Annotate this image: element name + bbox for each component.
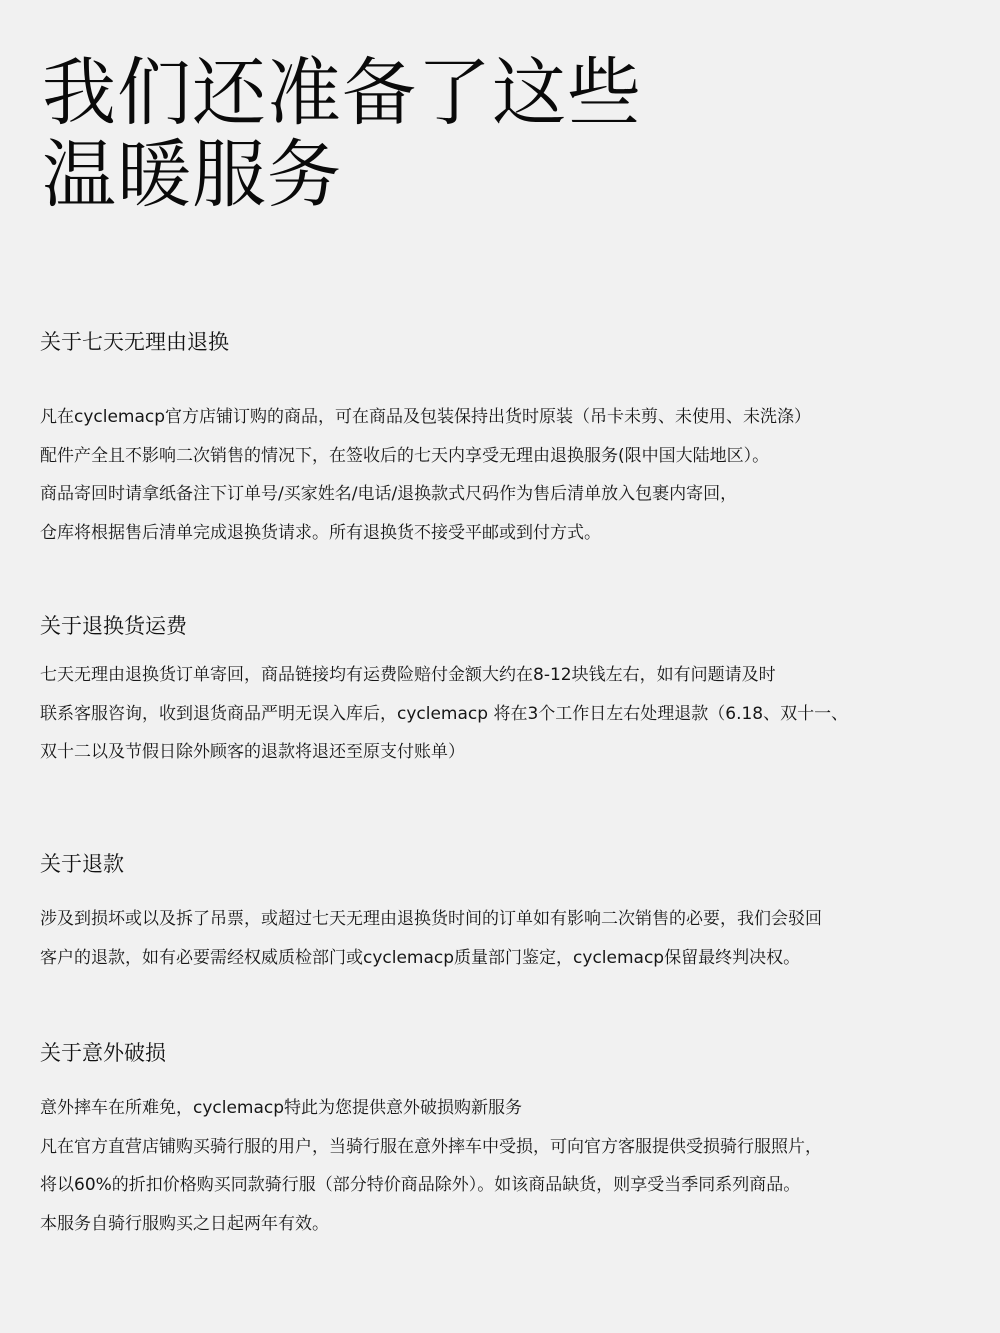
section-title: 关于退换货运费 xyxy=(40,614,187,638)
section-accidental-damage xyxy=(40,1039,970,1243)
paragraph-line: 意外摔车在所难免，cyclemacp特此为您提供意外破损购新服务 xyxy=(40,1098,523,1118)
section-title: 关于退款 xyxy=(40,852,124,876)
section-title: 关于意外破损 xyxy=(40,1041,166,1065)
section-body xyxy=(40,900,970,977)
paragraph-line: 配件产全且不影响二次销售的情况下，在签收后的七天内享受无理由退换服务(限中国大陆地区）。 xyxy=(40,445,770,466)
paragraph-line: 凡在cyclemacp官方店铺订购的商品，可在商品及包装保持出货时原装（吊卡未剪、未使用、未洗涤） xyxy=(40,407,812,427)
paragraph-line: 凡在官方直营店铺购买骑行服的用户，当骑行服在意外摔车中受损，可向官方客服提供受损骑行服照片， xyxy=(40,1136,822,1157)
page-title-line-2: 温暖服务 xyxy=(42,132,342,218)
paragraph-line: 本服务自骑行服购买之日起两年有效。 xyxy=(40,1213,329,1234)
paragraph-line: 联系客服咨询，收到退货商品严明无误入库后，cyclemacp 将在3个工作日左右处理退款（6.18、双十一、 xyxy=(40,703,849,724)
page-title xyxy=(42,52,942,216)
paragraph-line: 涉及到损坏或以及拆了吊票，或超过七天无理由退换货时间的订单如有影响二次销售的必要，我们会驳回 xyxy=(40,909,822,929)
section-return-shipping xyxy=(40,612,970,772)
section-body xyxy=(40,398,970,552)
paragraph-line: 商品寄回时请拿纸备注下订单号/买家姓名/电话/退换款式尺码作为售后清单放入包裹内寄回， xyxy=(40,484,738,504)
section-body xyxy=(40,1089,970,1243)
section-body xyxy=(40,656,970,772)
paragraph-line: 双十二以及节假日除外顾客的退款将退还至原支付账单） xyxy=(40,742,465,762)
paragraph-line: 将以60%的折扣价格购买同款骑行服（部分特价商品除外）。如该商品缺货，则享受当季同系列商品。 xyxy=(40,1175,801,1195)
section-title: 关于七天无理由退换 xyxy=(40,330,229,354)
page-title-line-1: 我们还准备了这些 xyxy=(42,50,642,136)
paragraph-line: 客户的退款，如有必要需经权威质检部门或cyclemacp质量部门鉴定，cyclemacp保留最终判决权。 xyxy=(40,947,801,968)
paragraph-line: 七天无理由退换货订单寄回，商品链接均有运费险赔付金额大约在8-12块钱左右，如有问题请及时 xyxy=(40,665,776,685)
section-refund xyxy=(40,850,970,977)
section-seven-day-return xyxy=(40,328,970,552)
paragraph-line: 仓库将根据售后清单完成退换货请求。所有退换货不接受平邮或到付方式。 xyxy=(40,522,601,543)
